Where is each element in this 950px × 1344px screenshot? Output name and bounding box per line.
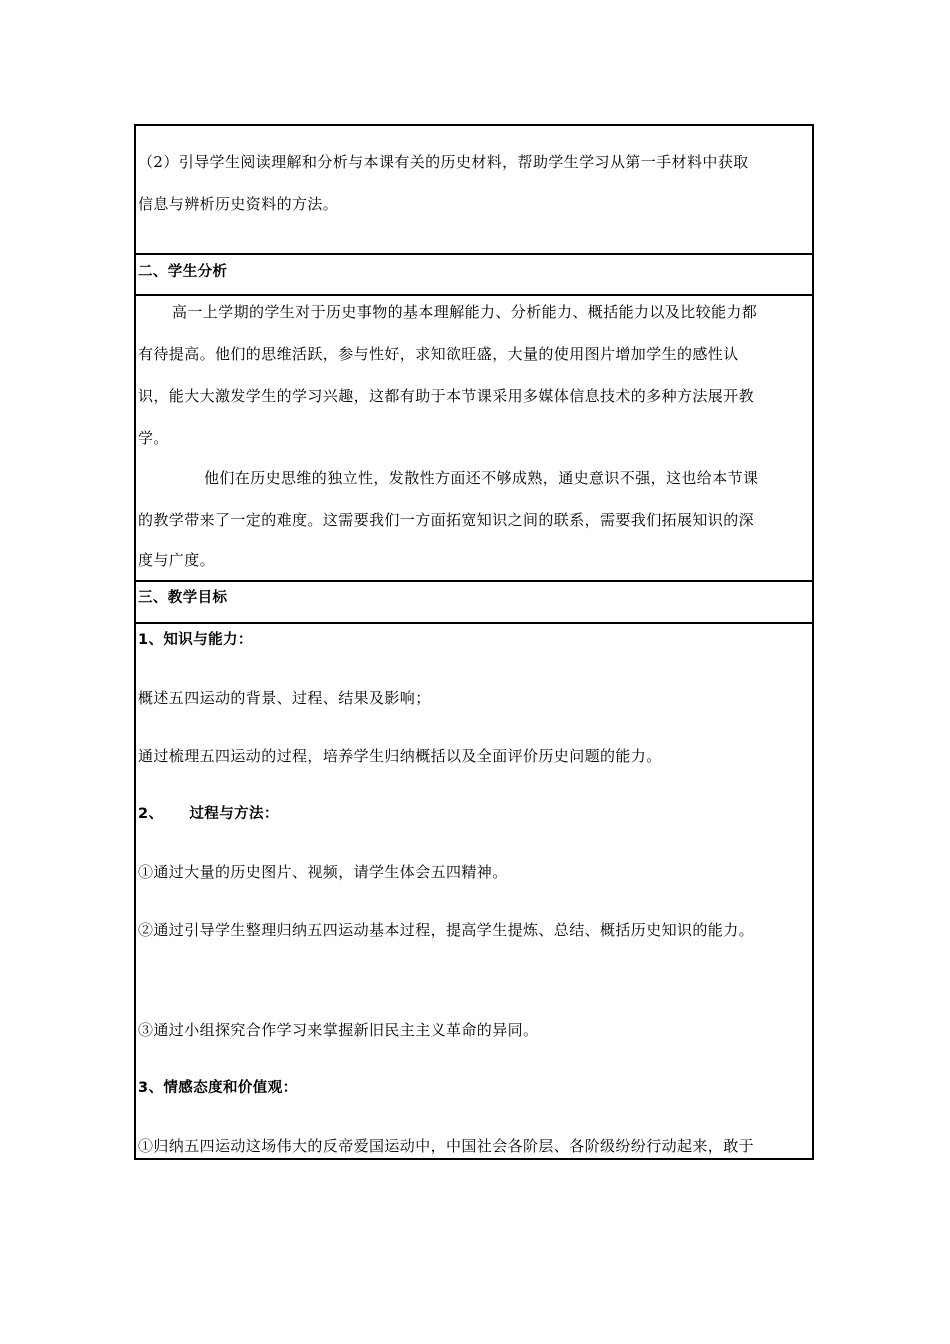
goal-process-item-1: ①通过大量的历史图片、视频，请学生体会五四精神。 bbox=[138, 863, 508, 881]
analysis-para1-line2: 有待提高。他们的思维活跃，参与性好，求知欲旺盛，大量的使用图片增加学生的感性认 bbox=[138, 345, 739, 363]
analysis-para2-line2: 的教学带来了一定的难度。这需要我们一方面拓宽知识之间的联系，需要我们拓展知识的深 bbox=[138, 511, 755, 529]
goal-knowledge-item-1: 概述五四运动的背景、过程、结果及影响； bbox=[138, 689, 431, 707]
analysis-para1-line1: 高一上学期的学生对于历史事物的基本理解能力、分析能力、概括能力以及比较能力都 bbox=[172, 303, 758, 321]
goal-process-title: 过程与方法： bbox=[189, 806, 279, 822]
goal-emotion-heading: 3、情感态度和价值观： bbox=[138, 1080, 298, 1096]
goal-knowledge-item-2: 通过梳理五四运动的过程，培养学生归纳概括以及全面评价历史问题的能力。 bbox=[138, 747, 662, 765]
goal-process-heading bbox=[138, 794, 808, 835]
objective-2-line-2: 信息与辨析历史资料的方法。 bbox=[138, 195, 339, 213]
goal-process-item-3: ③通过小组探究合作学习来掌握新旧民主主义革命的异同。 bbox=[138, 1021, 539, 1039]
goal-process-number: 2、 bbox=[138, 806, 164, 822]
goal-knowledge-heading: 1、知识与能力： bbox=[138, 632, 253, 648]
analysis-para1-line4: 学。 bbox=[138, 429, 169, 447]
section-heading-teaching-goals: 三、教学目标 bbox=[138, 590, 228, 606]
analysis-para2-line1: 他们在历史思维的独立性，发散性方面还不够成熟，通史意识不强，这也给本节课 bbox=[204, 469, 759, 487]
section-heading-student-analysis: 二、学生分析 bbox=[138, 264, 228, 280]
analysis-para1-line3: 识，能大大激发学生的学习兴趣，这都有助于本节课采用多媒体信息技术的多种方法展开教 bbox=[138, 387, 755, 405]
analysis-para2-line3: 度与广度。 bbox=[138, 551, 216, 569]
lesson-plan-table bbox=[134, 124, 814, 1160]
objective-2-line-1: （2）引导学生阅读理解和分析与本课有关的历史材料，帮助学生学习从第一手材料中获取 bbox=[138, 153, 749, 171]
goal-process-item-2: ②通过引导学生整理归纳五四运动基本过程，提高学生提炼、总结、概括历史知识的能力。 bbox=[138, 921, 755, 939]
goal-emotion-item-1: ①归纳五四运动这场伟大的反帝爱国运动中，中国社会各阶层、各阶级纷纷行动起来，敢于 bbox=[138, 1137, 755, 1155]
